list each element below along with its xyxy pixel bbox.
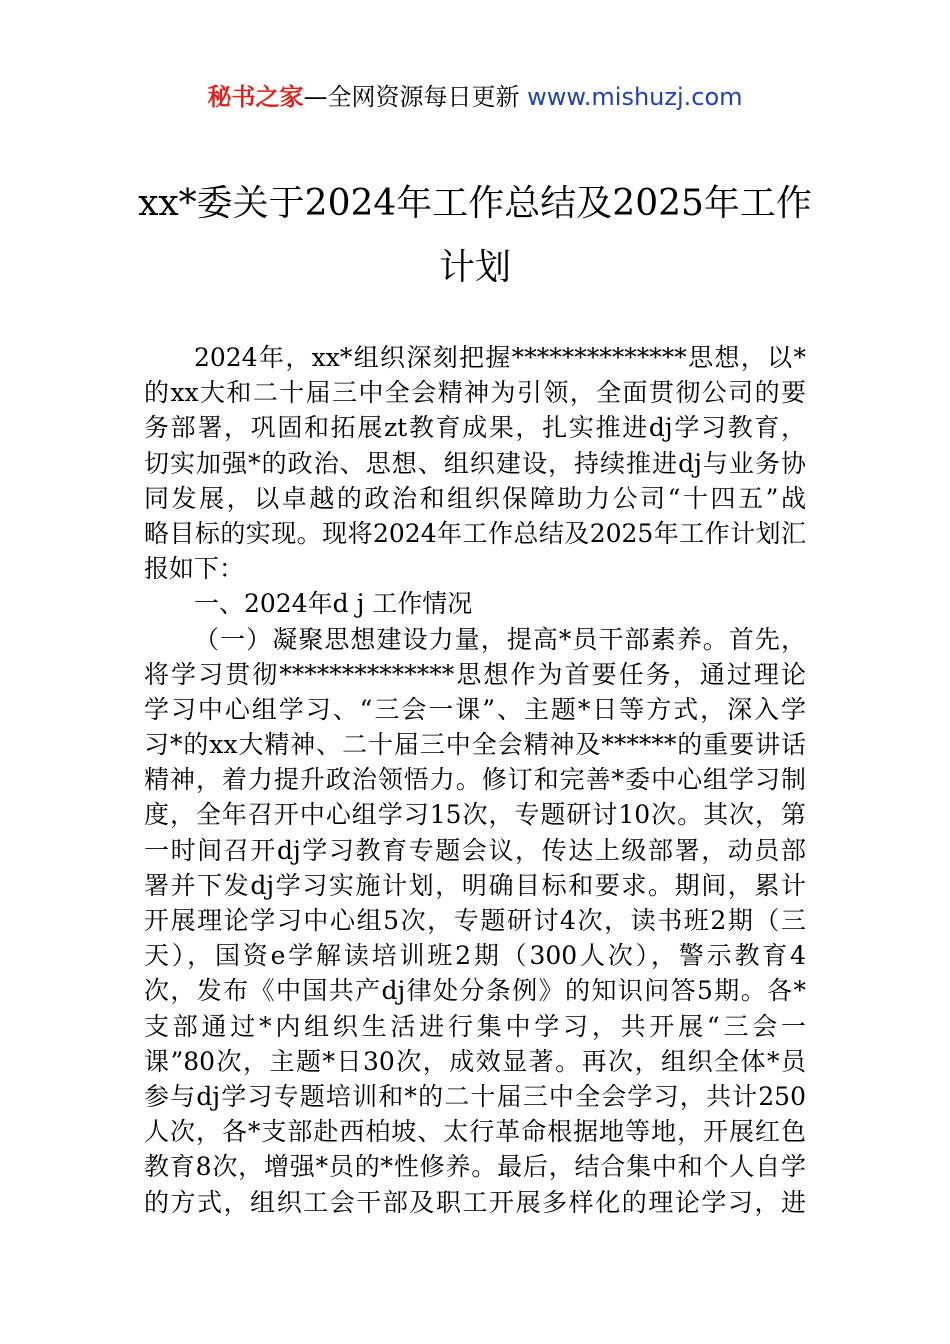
paragraph-line: 2024年，xx*组织深刻把握**************思想，以* [194, 343, 806, 372]
site-brand: 秘书之家 [207, 83, 304, 111]
paragraph-line: 略目标的实现。现将2024年工作总结及2025年工作计划汇 [144, 518, 806, 548]
paragraph-line: 同发展，以卓越的政治和组织保障助力公司“十四五”战 [144, 483, 806, 513]
paragraph-line: （一）凝聚思想建设力量，提高*员干部素养。首先， [194, 624, 806, 654]
section-heading: 一、2024年d j 工作情况 [194, 589, 473, 619]
title-line-1: xx*委关于2024年工作总结及2025年工作 [138, 183, 812, 224]
site-header [0, 80, 950, 114]
paragraph-line: 次，发布《中国共产dj律处分条例》的知识问答5期。各* [144, 976, 806, 1006]
title-line-2: 计划 [438, 247, 511, 288]
paragraph-line: 开展理论学习中心组5次，专题研讨4次，读书班2期（三 [144, 906, 806, 935]
document-title [120, 172, 830, 300]
paragraph-line: 务部署，巩固和拓展zt教育成果，扎实推进dj学习教育， [144, 413, 806, 443]
paragraph-line: 署并下发dj学习实施计划，明确目标和要求。期间，累计 [144, 870, 806, 900]
paragraph-line: 习*的xx大精神、二十届三中全会精神及******的重要讲话 [144, 730, 806, 760]
paragraph-line: 天），国资e学解读培训班2期（300人次），警示教育4 [144, 941, 806, 971]
paragraph-line: 参与dj学习专题培训和*的二十届三中全会学习，共计250 [144, 1081, 806, 1111]
paragraph-line: 切实加强*的政治、思想、组织建设，持续推进dj与业务协 [144, 448, 806, 478]
site-tagline: —全网资源每日更新 [303, 83, 528, 111]
paragraph-line: 将学习贯彻**************思想作为首要任务，通过理论 [144, 659, 806, 689]
paragraph-line: 的方式，组织工会干部及职工开展多样化的理论学习，进 [144, 1187, 806, 1217]
site-url-link[interactable]: www.mishuzj.com [527, 83, 743, 111]
paragraph-line: 教育8次，增强*员的*性修养。最后，结合集中和个人自学 [144, 1152, 806, 1182]
paragraph-line: 报如下： [144, 554, 245, 584]
paragraph-line: 人次，各*支部赴西柏坡、太行革命根据地等地，开展红色 [144, 1117, 806, 1147]
paragraph-line: 精神，着力提升政治领悟力。修订和完善*委中心组学习制 [144, 765, 806, 795]
paragraph-line: 学习中心组学习、“三会一课”、主题*日等方式，深入学 [144, 694, 806, 724]
paragraph-line: 支部通过*内组织生活进行集中学习，共开展“三会一 [144, 1011, 806, 1041]
paragraph-line: 一时间召开dj学习教育专题会议，传达上级部署，动员部 [144, 835, 806, 865]
paragraph-line: 度，全年召开中心组学习15次，专题研讨10次。其次，第 [144, 800, 806, 830]
paragraph-line: 的xx大和二十届三中全会精神为引领，全面贯彻公司的要 [144, 378, 806, 408]
document-body [144, 340, 806, 1220]
paragraph-line: 课”80次，主题*日30次，成效显著。再次，组织全体*员 [144, 1046, 806, 1076]
